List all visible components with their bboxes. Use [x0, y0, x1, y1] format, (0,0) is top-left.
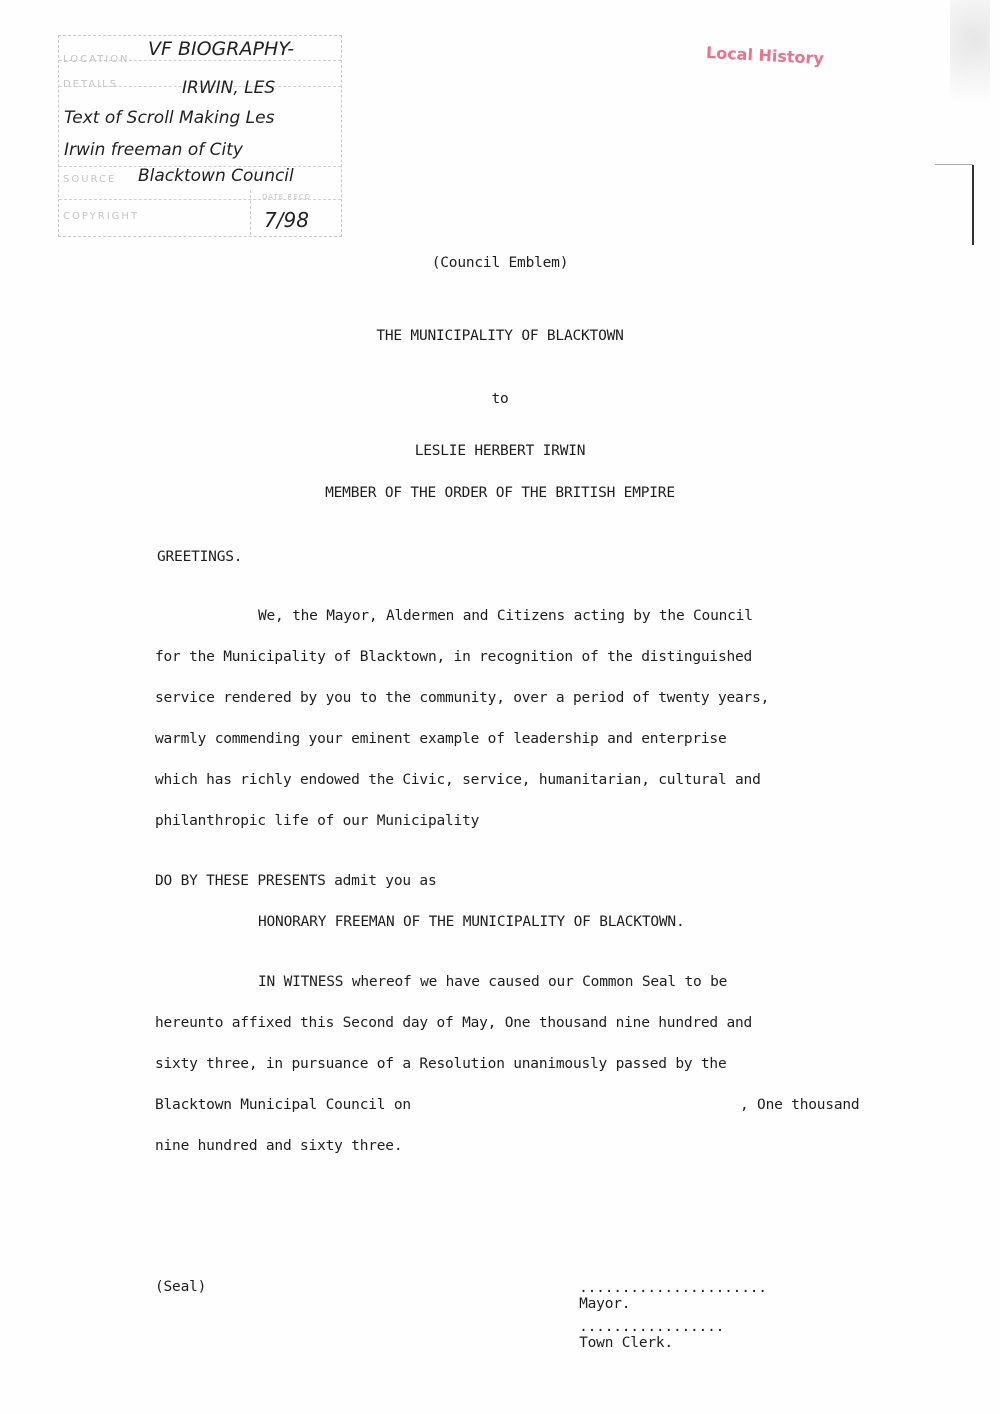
scan-speckle	[950, 0, 990, 130]
handwritten-date: 7/98	[264, 208, 309, 232]
signature-dots: .................	[579, 1319, 725, 1335]
signature-dots: ......................	[579, 1280, 767, 1296]
emblem-note: (Council Emblem)	[431, 255, 569, 271]
paragraph2-line: Blacktown Municipal Council on	[155, 1097, 411, 1113]
handwritten-details-1: IRWIN, LES	[182, 78, 276, 98]
signature-role-mayor: Mayor.	[579, 1296, 631, 1312]
greeting: GREETINGS.	[157, 549, 243, 565]
handwritten-location: VF BIOGRAPHY-	[148, 38, 295, 60]
paragraph1-line: for the Municipality of Blacktown, in recognition of the distinguished	[155, 649, 753, 665]
paragraph2-line: hereunto affixed this Second day of May, One thousand nine hundred and	[155, 1015, 753, 1031]
paragraph2-line-cont: , One thousand	[740, 1097, 860, 1113]
town-clerk-signature-line	[545, 1303, 724, 1367]
paragraph2-line: sixty three, in pursuance of a Resolution unanimously passed by the	[155, 1056, 727, 1072]
admit-line: DO BY THESE PRESENTS admit you as	[155, 873, 437, 889]
paragraph1-line: service rendered by you to the community, over a period of twenty years,	[155, 690, 770, 706]
title-conferred: HONORARY FREEMAN OF THE MUNICIPALITY OF BLACKTOWN.	[258, 914, 685, 930]
to-line: to	[491, 391, 509, 407]
handwritten-details-3: Irwin freeman of City	[64, 140, 243, 160]
paragraph1-line: We, the Mayor, Aldermen and Citizens acting by the Council	[258, 608, 753, 624]
paragraph2-line: IN WITNESS whereof we have caused our Common Seal to be	[258, 974, 728, 990]
margin-mark-top	[935, 164, 973, 165]
card-label-location: LOCATION	[63, 54, 130, 65]
handwritten-details-2: Text of Scroll Making Les	[64, 108, 275, 128]
signature-role-town-clerk: Town Clerk.	[579, 1335, 673, 1351]
paragraph2-line: nine hundred and sixty three.	[155, 1138, 403, 1154]
paragraph1-line: which has richly endowed the Civic, service, humanitarian, cultural and	[155, 772, 761, 788]
issuer-heading: THE MUNICIPALITY OF BLACKTOWN	[376, 328, 624, 344]
card-label-details: DETAILS	[63, 79, 119, 90]
recipient-name: LESLIE HERBERT IRWIN	[414, 443, 586, 459]
card-label-source: SOURCE	[63, 174, 117, 185]
handwritten-source: Blacktown Council	[138, 166, 294, 186]
margin-mark	[972, 165, 974, 245]
local-history-stamp: Local History	[705, 42, 825, 69]
paragraph1-line: philanthropic life of our Municipality	[155, 813, 480, 829]
paragraph1-line: warmly commending your eminent example of leadership and enterprise	[155, 731, 727, 747]
card-label-date: DATE RECD	[262, 193, 312, 201]
recipient-honour: MEMBER OF THE ORDER OF THE BRITISH EMPIRE	[325, 485, 675, 501]
seal-placeholder: (Seal)	[155, 1279, 207, 1295]
card-label-copyright: COPYRIGHT	[63, 211, 140, 222]
